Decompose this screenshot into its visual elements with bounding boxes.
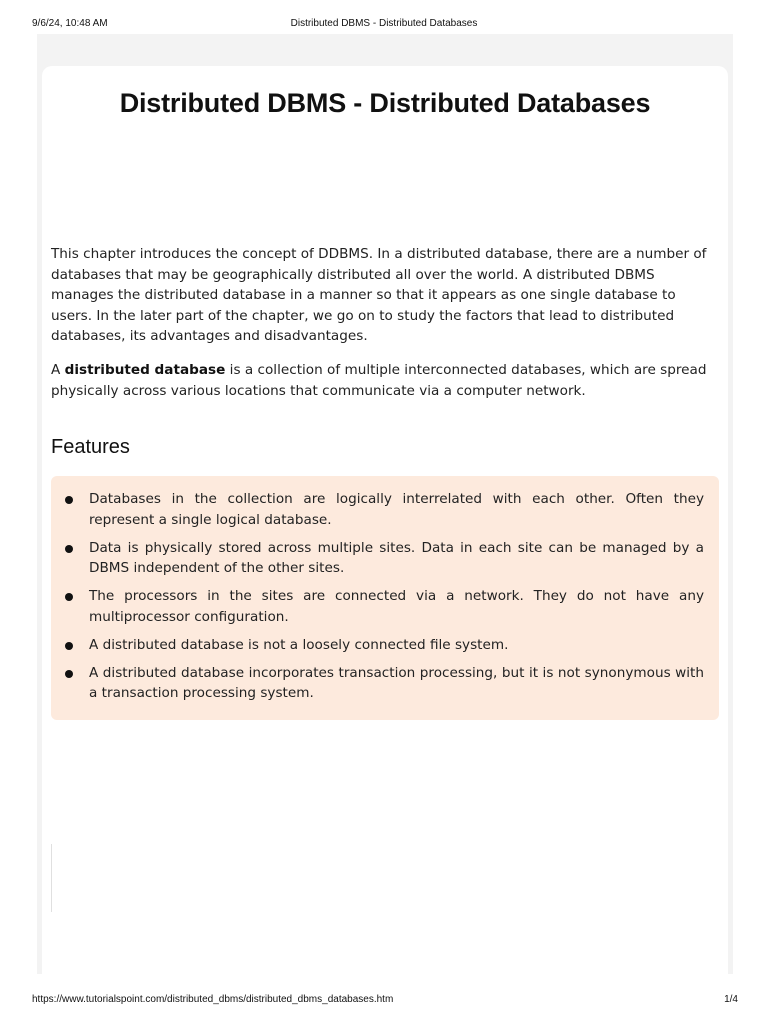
page-title: Distributed DBMS - Distributed Databases (119, 88, 651, 118)
print-footer (0, 994, 768, 1014)
page-number: 1/4 (724, 994, 738, 1005)
bullet-icon (65, 593, 73, 601)
bullet-icon (65, 496, 73, 504)
list-item (89, 489, 704, 530)
list-item (89, 538, 704, 579)
print-header (0, 0, 768, 34)
feature-text: Data is physically stored across multiple sites. Data in each site can be managed by a DBMS independent of the other sites. (89, 539, 704, 577)
print-url: https://www.tutorialspoint.com/distributed_dbms/distributed_dbms_databases.htm (32, 994, 394, 1005)
definition-term: distributed database (64, 362, 226, 378)
ad-placeholder-divider (51, 844, 52, 912)
list-item (89, 663, 704, 704)
list-item (89, 586, 704, 627)
bullet-icon (65, 642, 73, 650)
feature-text: The processors in the sites are connected via a network. They do not have any multiprocessor configuration. (89, 588, 704, 625)
bullet-icon (65, 670, 73, 678)
print-doc-title: Distributed DBMS - Distributed Databases (290, 18, 478, 29)
article-card (42, 66, 728, 974)
bullet-icon (65, 545, 73, 553)
print-datetime: 9/6/24, 10:48 AM (32, 18, 108, 29)
definition-paragraph (51, 360, 717, 401)
features-list (51, 476, 719, 704)
features-heading: Features (51, 436, 130, 458)
list-item (89, 635, 704, 656)
definition-prefix: A (51, 362, 65, 378)
feature-text: A distributed database incorporates transaction processing, but it is not synonymous with a transaction processing system. (89, 664, 704, 702)
feature-text: A distributed database is not a loosely connected file system. (89, 636, 509, 653)
feature-text: Databases in the collection are logically interrelated with each other. Often they represent a single logical database. (89, 491, 704, 528)
definition-suffix: is a collection of multiple interconnected databases, which are spread physically across various locations that communicate via a computer network. (51, 362, 707, 399)
features-box (51, 476, 719, 720)
intro-paragraph: This chapter introduces the concept of DDBMS. In a distributed database, there are a number of databases that may be geographically distributed all over the world. A distributed DBMS manages the distributed database in a manner so that it appears as one single database to users. In the later part of the chapter, we go on to study the factors that lead to distributed databases, its advantages and disadvantages. (51, 246, 707, 345)
